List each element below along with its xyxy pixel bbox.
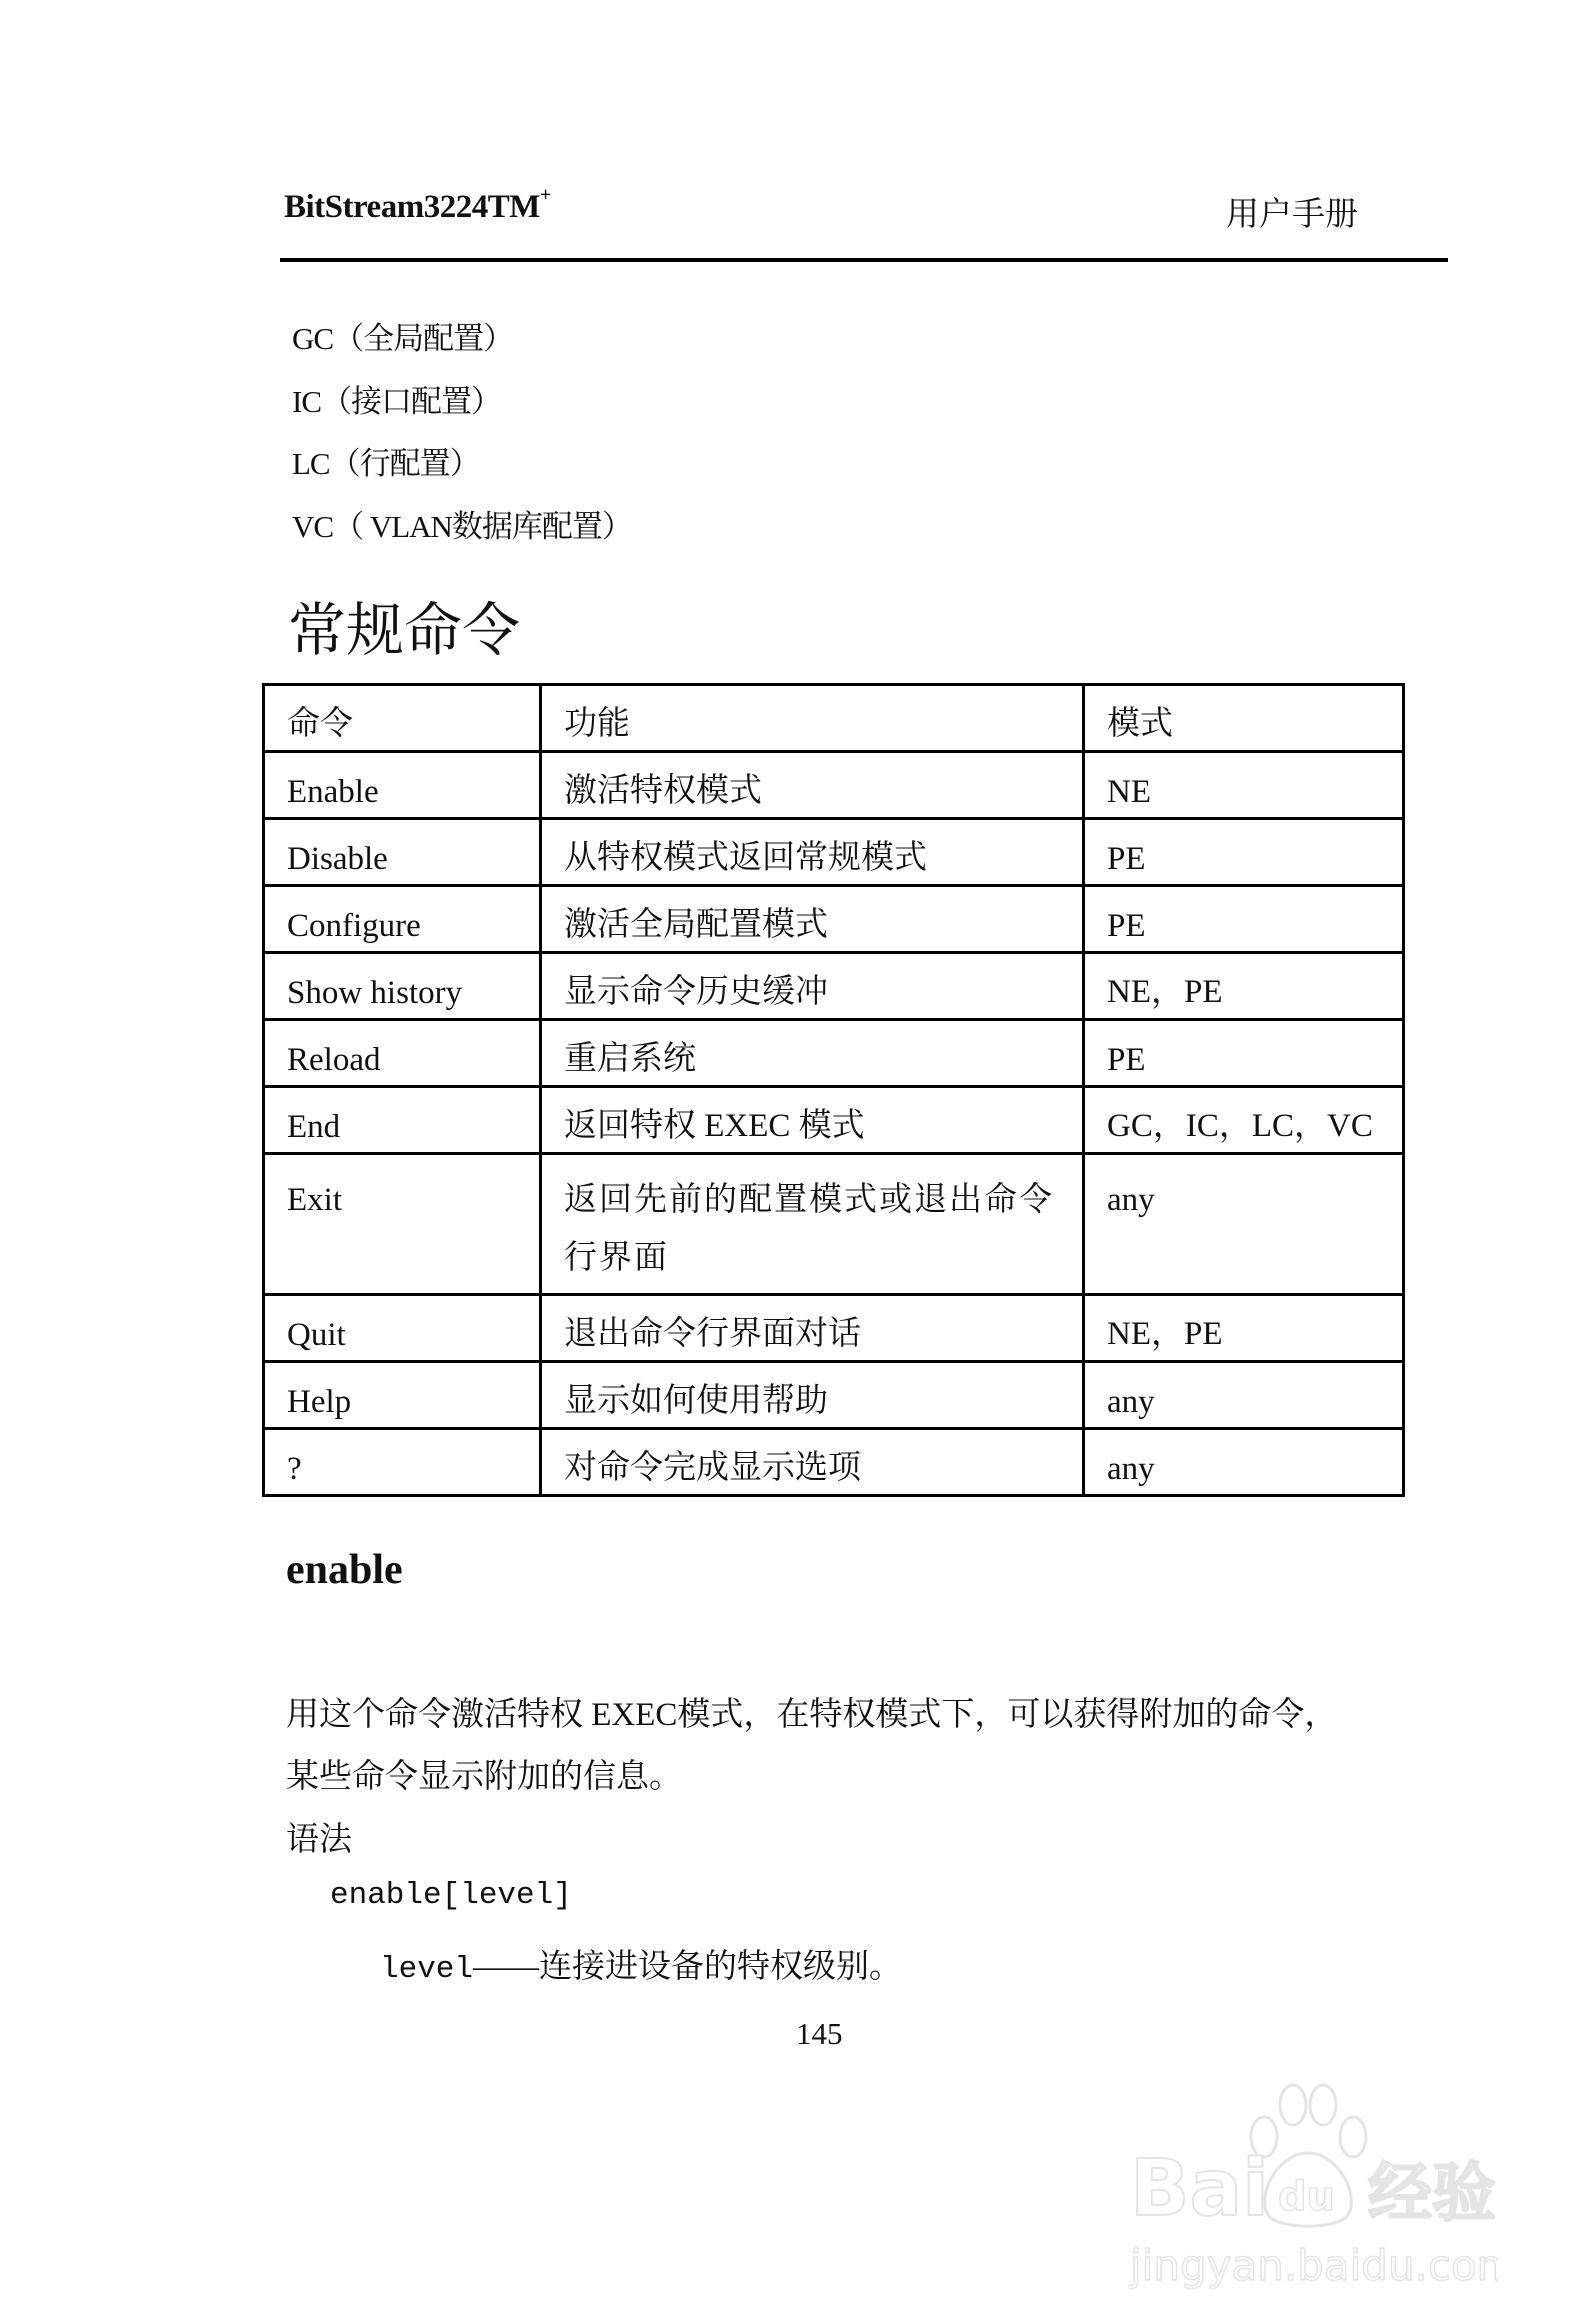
running-header-doc-type: 用户手册: [1226, 197, 1358, 233]
cell-command: Reload: [264, 1020, 541, 1087]
cell-mode: NE，PE: [1084, 953, 1404, 1020]
cell-mode: NE: [1084, 752, 1404, 819]
table-row: [264, 953, 1404, 1020]
svg-text:经验: 经验: [1368, 2157, 1496, 2231]
table-row: [264, 1087, 1404, 1154]
cell-mode: any: [1084, 1362, 1404, 1429]
running-header-product: [284, 184, 551, 226]
commands-table: [262, 683, 1405, 1497]
table-row: [264, 819, 1404, 886]
cell-command: Help: [264, 1362, 541, 1429]
mode-list-item-gc: GC（全局配置）: [292, 321, 514, 356]
parameter-name: level: [380, 1952, 474, 1987]
mode-list-item-vc: VC（ VLAN数据库配置）: [292, 509, 632, 544]
svg-text:Bai: Bai: [1130, 2144, 1269, 2234]
column-header-function: 功能: [541, 685, 1084, 752]
cell-command: End: [264, 1087, 541, 1154]
cell-function: 返回特权 EXEC 模式: [541, 1087, 1084, 1154]
cell-mode: PE: [1084, 819, 1404, 886]
cell-command: Quit: [264, 1295, 541, 1362]
cell-function: 激活全局配置模式: [541, 886, 1084, 953]
command-heading-enable: enable: [286, 1547, 403, 1593]
syntax-label: 语法: [286, 1822, 352, 1858]
parameter-description: [380, 1940, 902, 1987]
table-row: [264, 1429, 1404, 1496]
cell-function: 显示命令历史缓冲: [541, 953, 1084, 1020]
cell-function: 从特权模式返回常规模式: [541, 819, 1084, 886]
cell-function: 激活特权模式: [541, 752, 1084, 819]
mode-list-item-ic: IC（接口配置）: [292, 384, 501, 419]
cell-command: Enable: [264, 752, 541, 819]
cell-function: 重启系统: [541, 1020, 1084, 1087]
cell-mode: PE: [1084, 886, 1404, 953]
cell-function: 对命令完成显示选项: [541, 1429, 1084, 1496]
cell-function: 退出命令行界面对话: [541, 1295, 1084, 1362]
cell-mode: GC，IC，LC，VC: [1084, 1087, 1404, 1154]
description-line-2: 某些命令显示附加的信息。: [286, 1759, 682, 1795]
section-title: 常规命令: [288, 598, 521, 663]
cell-command: ?: [264, 1429, 541, 1496]
svg-text:du: du: [1278, 2174, 1336, 2220]
cell-command: Disable: [264, 819, 541, 886]
baidu-paw-logo-icon: [1128, 2075, 1498, 2300]
syntax-code: enable[level]: [330, 1878, 572, 1913]
mode-list-item-lc: LC（行配置）: [292, 446, 480, 481]
column-header-command: 命令: [264, 685, 541, 752]
cell-command: Show history: [264, 953, 541, 1020]
parameter-text: ——连接进设备的特权级别。: [473, 1949, 903, 1985]
cell-mode: NE，PE: [1084, 1295, 1404, 1362]
description-line-1: 用这个命令激活特权 EXEC模式，在特权模式下，可以获得附加的命令，: [286, 1697, 1338, 1733]
table-row: [264, 886, 1404, 953]
product-superscript: +: [539, 184, 551, 206]
cell-command: Exit: [264, 1154, 541, 1295]
table-row: [264, 1020, 1404, 1087]
cell-function: 返回先前的配置模式或退出命令行界面: [541, 1154, 1084, 1295]
table-row: [264, 1362, 1404, 1429]
table-row: [264, 1154, 1404, 1295]
baidu-jingyan-watermark: [1128, 2075, 1498, 2300]
cell-mode: any: [1084, 1154, 1404, 1295]
table-header-row: [264, 685, 1404, 752]
product-name: BitStream3224TM: [284, 189, 540, 225]
header-rule: [280, 258, 1448, 262]
cell-command: Configure: [264, 886, 541, 953]
page-number: 145: [796, 2016, 843, 2051]
table-row: [264, 1295, 1404, 1362]
cell-function: 显示如何使用帮助: [541, 1362, 1084, 1429]
cell-mode: PE: [1084, 1020, 1404, 1087]
cell-mode: any: [1084, 1429, 1404, 1496]
column-header-mode: 模式: [1084, 685, 1404, 752]
svg-text:jingyan.baidu.com: jingyan.baidu.com: [1130, 2241, 1498, 2290]
table-row: [264, 752, 1404, 819]
